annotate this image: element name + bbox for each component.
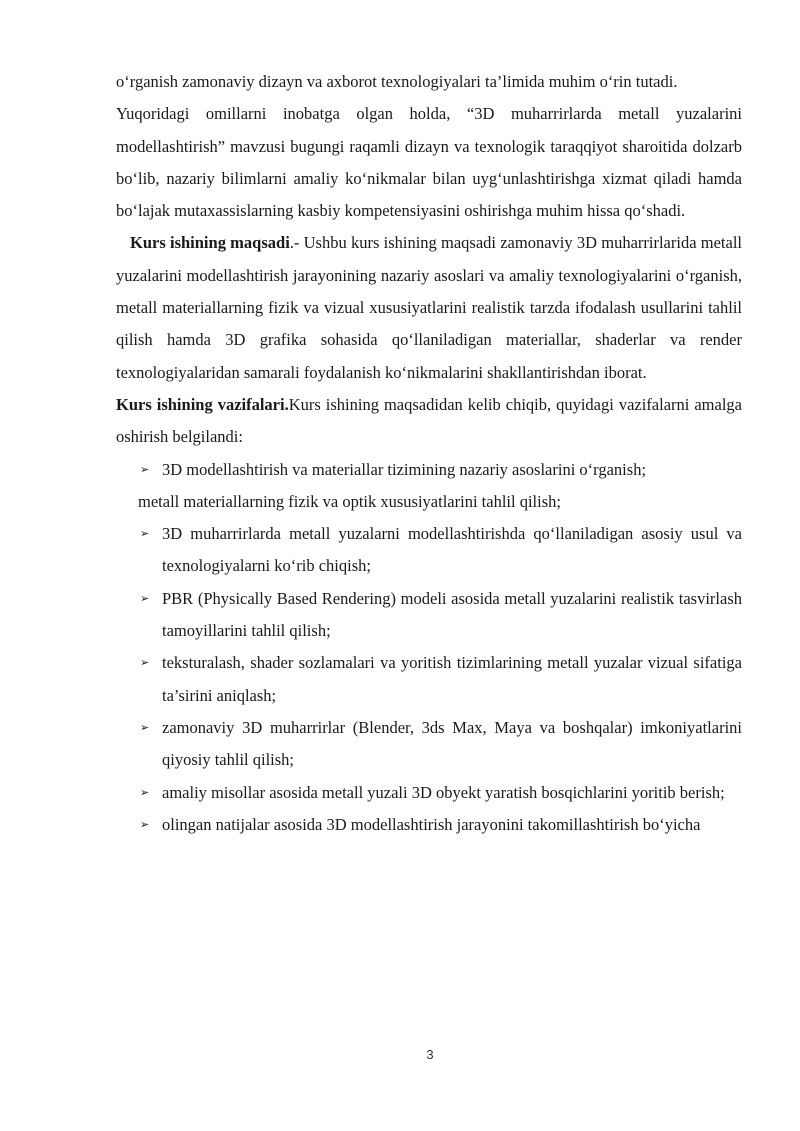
list-item xyxy=(116,647,742,712)
arrow-bullet-icon: ➢ xyxy=(140,527,150,541)
tasks-list-rest xyxy=(116,518,742,841)
list-item-text: olingan natijalar asosida 3D modellashtirish jarayonini takomillashtirish bo‘yicha xyxy=(162,814,701,834)
list-item xyxy=(116,777,742,809)
list-item xyxy=(116,712,742,777)
goal-text: Ushbu kurs ishining maqsadi zamonaviy 3D muharrirlarida metall yuzalarini modellashtirish jarayonining nazariy asoslari va amaliy texnologiyalarini o‘rganish, metall materiallarning fizik va vizual xususiyatlarini realistik tarzda ifodalash usullarini tahlil qilish hamda 3D grafika sohasida qo‘llaniladigan materiallar, shaderlar va render texnologiyalaridan samarali foydalanish ko‘nikmalarini shakllantirishdan iborat. xyxy=(116,233,742,382)
list-item xyxy=(116,583,742,648)
tasks-intro: Kurs ishining maqsadidan kelib chiqib, quyidagi vazifalarni amalga oshirish belgilandi: xyxy=(116,394,742,447)
arrow-bullet-icon: ➢ xyxy=(140,785,150,799)
list-item-text: PBR (Physically Based Rendering) modeli asosida metall yuzalarini realistik tasvirlash tamoyillarini tahlil qilish; xyxy=(162,588,742,641)
list-item-text: amaliy misollar asosida metall yuzali 3D obyekt yaratish bosqichlarini yoritib berish; xyxy=(162,782,725,802)
document-page xyxy=(116,66,742,841)
goal-heading: Kurs ishining maqsadi xyxy=(130,233,290,253)
arrow-bullet-icon: ➢ xyxy=(140,591,150,605)
list-item-text: 3D modellashtirish va materiallar tizimining nazariy asoslarini o‘rganish; xyxy=(162,459,647,479)
arrow-bullet-icon: ➢ xyxy=(140,656,150,670)
relevance-paragraph: Yuqoridagi omillarni inobatga olgan holda, “3D muharrirlarda metall yuzalarini modellashtirish” mavzusi bugungi raqamli dizayn va texnologik taraqqiyot sharoitida dolzarb bo‘lib, nazariy bilimlarni amaliy ko‘nikmalar bilan uyg‘unlashtirishga xizmat qiladi hamda bo‘lajak mutaxassislarning kasbiy kompetensiyasini oshirishga muhim hissa qo‘shadi. xyxy=(116,104,742,221)
list-item-text: 3D muharrirlarda metall yuzalarni modellashtirishda qo‘llaniladigan asosiy usul va texnologiyalarni ko‘rib chiqish; xyxy=(162,524,742,576)
list-item-text: teksturalash, shader sozlamalari va yoritish tizimlarining metall yuzalar vizual sifatiga ta’sirini aniqlash; xyxy=(162,653,742,705)
page-number: 3 xyxy=(426,1047,434,1062)
intro-tail-paragraph: o‘rganish zamonaviy dizayn va axborot texnologiyalari ta’limida muhim o‘rin tutadi. xyxy=(116,72,678,91)
arrow-bullet-icon: ➢ xyxy=(140,817,150,831)
arrow-bullet-icon: ➢ xyxy=(140,462,150,476)
goal-paragraph xyxy=(116,227,742,388)
tasks-heading: Kurs ishining vazifalari. xyxy=(116,394,289,414)
list-item xyxy=(116,518,742,583)
arrow-bullet-icon: ➢ xyxy=(140,720,150,734)
tasks-list xyxy=(116,454,742,486)
goal-separator: .- xyxy=(289,233,304,253)
list-item-continuation: metall materiallarning fizik va optik xususiyatlarini tahlil qilish; xyxy=(138,491,561,511)
tasks-paragraph xyxy=(116,389,742,454)
list-item xyxy=(116,809,742,841)
list-item xyxy=(116,454,742,486)
list-item-text: zamonaviy 3D muharrirlar (Blender, 3ds Max, Maya va boshqalar) imkoniyatlarini qiyosiy tahlil qilish; xyxy=(162,717,742,770)
